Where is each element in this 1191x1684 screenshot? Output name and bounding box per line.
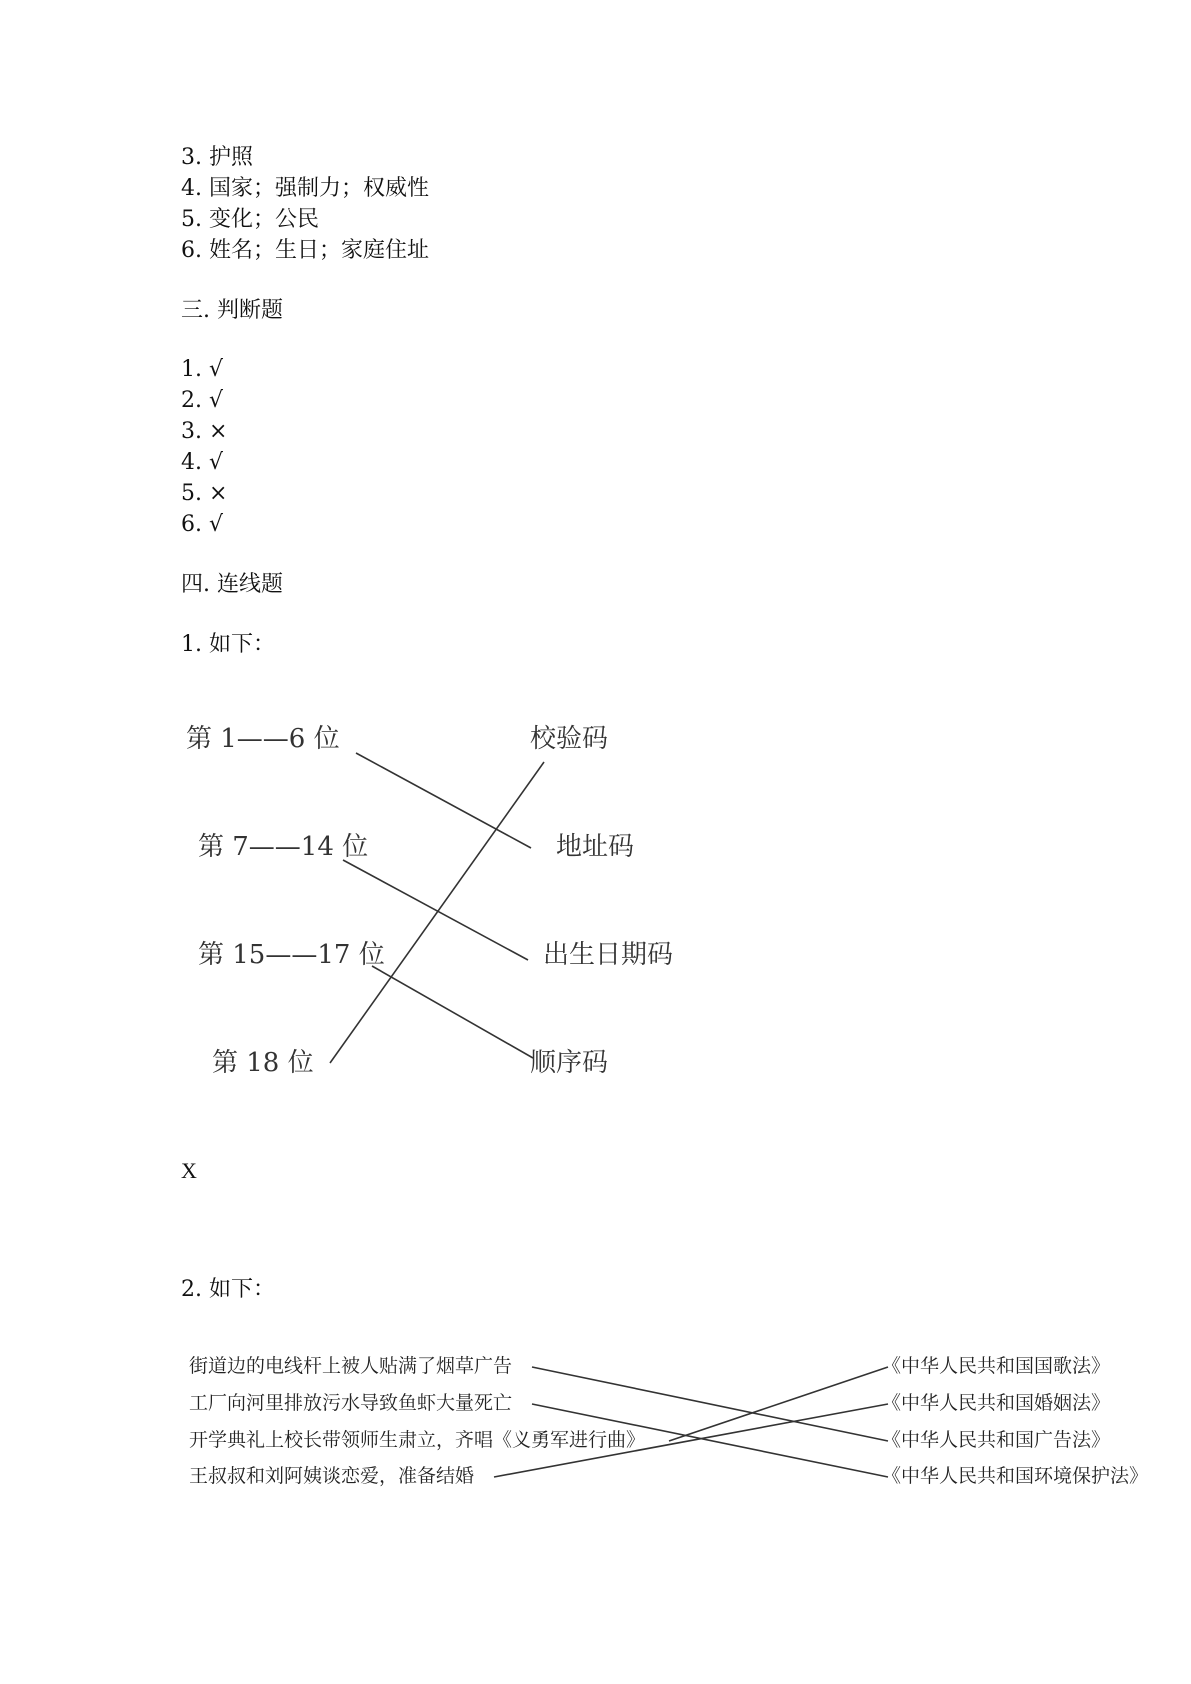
left-label: 王叔叔和刘阿姨谈恋爱，准备结婚 xyxy=(189,1465,475,1487)
right-label: 《中华人民共和国国歌法》 xyxy=(882,1355,1111,1377)
left-label: 工厂向河里排放污水导致鱼虾大量死亡 xyxy=(189,1392,513,1414)
section-heading-judgement: 三. 判断题 xyxy=(181,298,283,323)
judgement-item: 5. × xyxy=(181,481,228,506)
right-label: 校验码 xyxy=(530,724,609,754)
question-2-label: 2. 如下： xyxy=(181,1277,275,1302)
judgement-item: 2. √ xyxy=(181,388,224,413)
connector-line xyxy=(669,1367,888,1441)
answer-line-4: 4. 国家；强制力；权威性 xyxy=(181,176,429,201)
left-label: 第 15——17 位 xyxy=(198,940,385,970)
section-heading-matching: 四. 连线题 xyxy=(181,572,283,597)
left-label: 第 7——14 位 xyxy=(198,832,369,862)
left-label: 第 1——6 位 xyxy=(186,724,340,754)
right-label: 《中华人民共和国环境保护法》 xyxy=(882,1465,1149,1487)
left-label: 街道边的电线杆上被人贴满了烟草广告 xyxy=(189,1355,513,1377)
answer-line-6: 6. 姓名；生日；家庭住址 xyxy=(181,238,429,263)
question-1-label: 1. 如下： xyxy=(181,632,275,657)
stray-mark: X xyxy=(181,1158,197,1183)
right-label: 《中华人民共和国婚姻法》 xyxy=(882,1392,1111,1414)
right-label: 《中华人民共和国广告法》 xyxy=(882,1429,1111,1451)
judgement-item: 1. √ xyxy=(181,357,224,382)
right-label: 地址码 xyxy=(556,832,635,862)
left-label: 第 18 位 xyxy=(212,1048,314,1078)
right-label: 出生日期码 xyxy=(543,940,674,970)
right-label: 顺序码 xyxy=(530,1048,609,1078)
judgement-item: 6. √ xyxy=(181,512,224,537)
answer-line-3: 3. 护照 xyxy=(181,145,253,170)
left-label: 开学典礼上校长带领师生肃立，齐唱《义勇军进行曲》 xyxy=(189,1429,646,1451)
answer-line-5: 5. 变化；公民 xyxy=(181,207,319,232)
judgement-item: 4. √ xyxy=(181,450,224,475)
judgement-item: 3. × xyxy=(181,419,228,444)
